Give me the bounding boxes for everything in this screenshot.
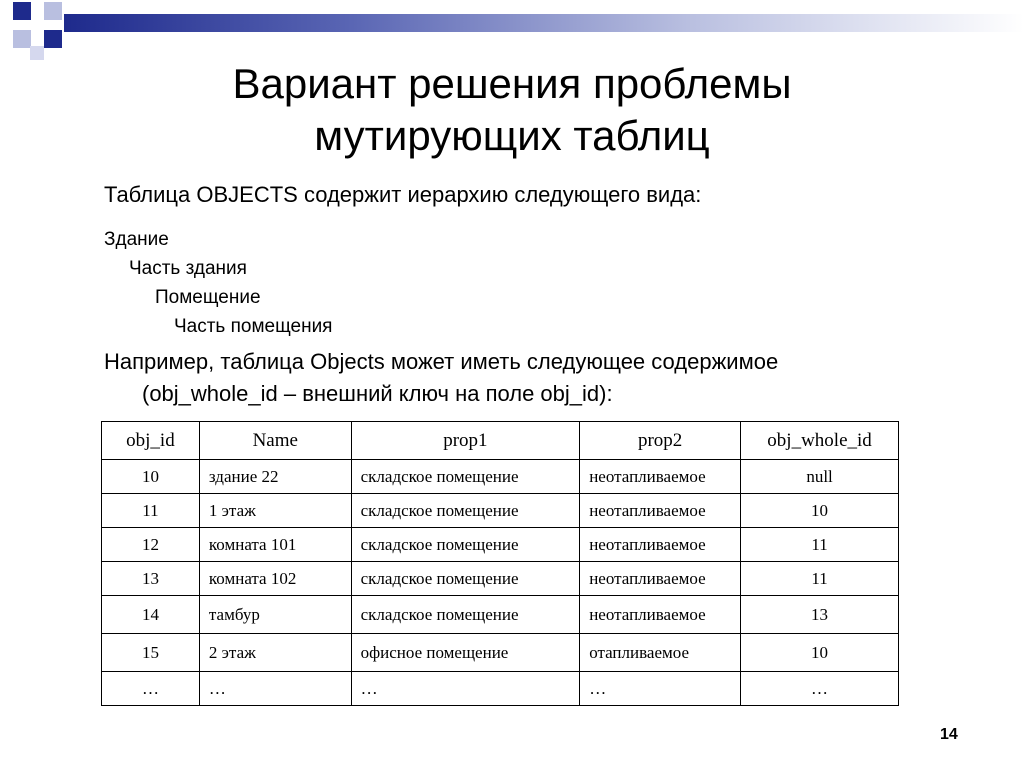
cell-obj-id: … <box>102 672 200 706</box>
cell-prop2: неотапливаемое <box>580 528 741 562</box>
cell-prop2: … <box>580 672 741 706</box>
table-row <box>102 460 899 494</box>
table-row <box>102 528 899 562</box>
cell-name: … <box>199 672 351 706</box>
table-row <box>102 596 899 634</box>
cell-name: комната 102 <box>199 562 351 596</box>
cell-obj-id: 15 <box>102 634 200 672</box>
header-name: Name <box>199 422 351 460</box>
hierarchy-level-3: Помещение <box>155 287 261 308</box>
cell-obj-whole-id: 13 <box>741 596 899 634</box>
cell-obj-whole-id: 11 <box>741 562 899 596</box>
objects-table <box>101 421 899 706</box>
cell-prop1: складское помещение <box>351 460 580 494</box>
example-line-1: Например, таблица Objects может иметь следующее содержимое <box>104 349 779 374</box>
slide-title <box>0 58 1024 162</box>
cell-obj-id: 10 <box>102 460 200 494</box>
cell-prop2: неотапливаемое <box>580 562 741 596</box>
cell-prop2: неотапливаемое <box>580 596 741 634</box>
page-number: 14 <box>940 726 958 743</box>
table-row <box>102 562 899 596</box>
header-prop2: prop2 <box>580 422 741 460</box>
cell-obj-whole-id: 11 <box>741 528 899 562</box>
hierarchy-level-1: Здание <box>104 229 169 250</box>
hierarchy-level-2: Часть здания <box>129 258 247 279</box>
cell-obj-whole-id: 10 <box>741 494 899 528</box>
cell-obj-whole-id: null <box>741 460 899 494</box>
cell-prop1: складское помещение <box>351 596 580 634</box>
table-header-row <box>102 422 899 460</box>
cell-prop1: складское помещение <box>351 562 580 596</box>
table-row <box>102 634 899 672</box>
cell-obj-id: 13 <box>102 562 200 596</box>
cell-prop1: офисное помещение <box>351 634 580 672</box>
cell-obj-id: 12 <box>102 528 200 562</box>
title-line-1: Вариант решения проблемы <box>232 60 792 107</box>
header-obj-whole-id: obj_whole_id <box>741 422 899 460</box>
title-line-2: мутирующих таблиц <box>314 112 710 159</box>
cell-prop1: складское помещение <box>351 528 580 562</box>
cell-prop1: складское помещение <box>351 494 580 528</box>
header-prop1: prop1 <box>351 422 580 460</box>
cell-prop2: отапливаемое <box>580 634 741 672</box>
table-row <box>102 494 899 528</box>
cell-name: здание 22 <box>199 460 351 494</box>
cell-name: 1 этаж <box>199 494 351 528</box>
cell-obj-whole-id: … <box>741 672 899 706</box>
cell-name: 2 этаж <box>199 634 351 672</box>
cell-obj-whole-id: 10 <box>741 634 899 672</box>
cell-prop2: неотапливаемое <box>580 494 741 528</box>
cell-name: тамбур <box>199 596 351 634</box>
table-row <box>102 672 899 706</box>
hierarchy-level-4: Часть помещения <box>174 316 333 337</box>
cell-prop1: … <box>351 672 580 706</box>
cell-obj-id: 11 <box>102 494 200 528</box>
subtitle: Таблица OBJECTS содержит иерархию следующего вида: <box>104 182 702 207</box>
example-text <box>104 346 778 410</box>
cell-prop2: неотапливаемое <box>580 460 741 494</box>
header-obj-id: obj_id <box>102 422 200 460</box>
cell-obj-id: 14 <box>102 596 200 634</box>
example-line-2: (obj_whole_id – внешний ключ на поле obj_id): <box>142 381 613 406</box>
cell-name: комната 101 <box>199 528 351 562</box>
